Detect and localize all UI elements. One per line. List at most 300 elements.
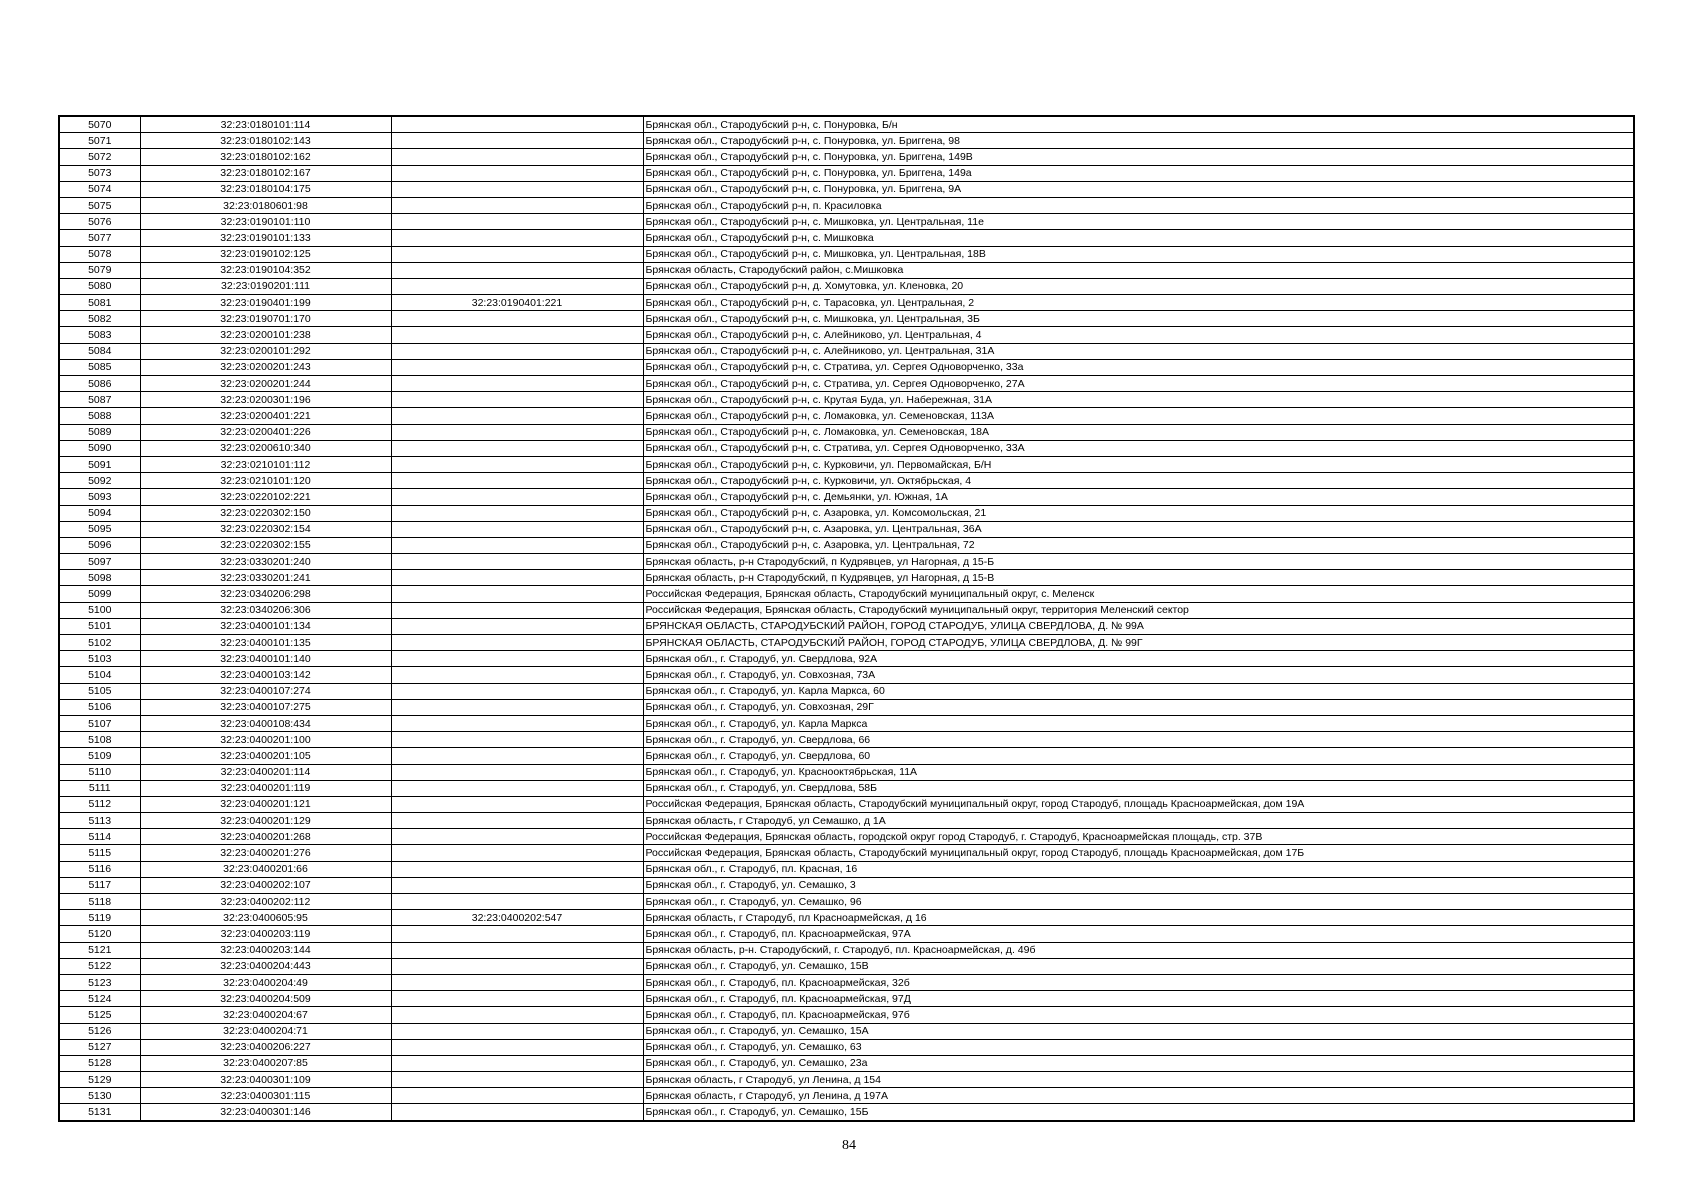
- cadastral-number-cell: 32:23:0400201:276: [140, 845, 391, 861]
- row-number-cell: 5115: [59, 845, 140, 861]
- address-cell: Брянская обл., Стародубский р-н, п. Красиловка: [643, 197, 1634, 213]
- row-number-cell: 5082: [59, 311, 140, 327]
- table-row: [59, 197, 1634, 213]
- related-cadastral-number-cell: [391, 586, 643, 602]
- cadastral-number-cell: 32:23:0220302:154: [140, 521, 391, 537]
- address-cell: Брянская обл., Стародубский р-н, с. Понуровка, ул. Бриггена, 98: [643, 133, 1634, 149]
- row-number-cell: 5078: [59, 246, 140, 262]
- related-cadastral-number-cell: [391, 991, 643, 1007]
- row-number-cell: 5102: [59, 635, 140, 651]
- table-row: [59, 813, 1634, 829]
- address-cell: Брянская обл., Стародубский р-н, с. Мишковка, ул. Центральная, 18В: [643, 246, 1634, 262]
- table-row: [59, 602, 1634, 618]
- related-cadastral-number-cell: [391, 537, 643, 553]
- address-cell: Брянская обл., Стародубский р-н, с. Ломаковка, ул. Семеновская, 113А: [643, 408, 1634, 424]
- related-cadastral-number-cell: [391, 1088, 643, 1104]
- row-number-cell: 5080: [59, 278, 140, 294]
- related-cadastral-number-cell: [391, 877, 643, 893]
- address-cell: БРЯНСКАЯ ОБЛАСТЬ, СТАРОДУБСКИЙ РАЙОН, ГОРОД СТАРОДУБ, УЛИЦА СВЕРДЛОВА, Д. № 99Г: [643, 635, 1634, 651]
- cadastral-number-cell: 32:23:0400207:85: [140, 1055, 391, 1071]
- table-row: [59, 910, 1634, 926]
- address-cell: Брянская обл., г. Стародуб, ул. Совхозная, 29Г: [643, 699, 1634, 715]
- row-number-cell: 5111: [59, 780, 140, 796]
- row-number-cell: 5116: [59, 861, 140, 877]
- related-cadastral-number-cell: [391, 262, 643, 278]
- cadastral-number-cell: 32:23:0400202:112: [140, 894, 391, 910]
- cadastral-number-cell: 32:23:0400203:119: [140, 926, 391, 942]
- table-row: [59, 133, 1634, 149]
- related-cadastral-number-cell: 32:23:0400202:547: [391, 910, 643, 926]
- row-number-cell: 5086: [59, 376, 140, 392]
- address-cell: Брянская обл., г. Стародуб, пл. Красноармейская, 97б: [643, 1007, 1634, 1023]
- address-cell: Брянская обл., г. Стародуб, ул. Карла Маркса, 60: [643, 683, 1634, 699]
- row-number-cell: 5093: [59, 489, 140, 505]
- related-cadastral-number-cell: [391, 651, 643, 667]
- related-cadastral-number-cell: [391, 197, 643, 213]
- cadastral-number-cell: 32:23:0400202:107: [140, 877, 391, 893]
- address-cell: Брянская обл., Стародубский р-н, с. Понуровка, ул. Бриггена, 9А: [643, 181, 1634, 197]
- cadastral-number-cell: 32:23:0400107:275: [140, 699, 391, 715]
- address-cell: Брянская обл., Стародубский р-н, с. Мишковка, ул. Центральная, 11е: [643, 214, 1634, 230]
- related-cadastral-number-cell: [391, 1023, 643, 1039]
- related-cadastral-number-cell: [391, 359, 643, 375]
- cadastral-number-cell: 32:23:0190701:170: [140, 311, 391, 327]
- address-cell: БРЯНСКАЯ ОБЛАСТЬ, СТАРОДУБСКИЙ РАЙОН, ГОРОД СТАРОДУБ, УЛИЦА СВЕРДЛОВА, Д. № 99А: [643, 618, 1634, 634]
- address-cell: Брянская обл., Стародубский р-н, с. Понуровка, Б/н: [643, 116, 1634, 133]
- cadastral-number-cell: 32:23:0220102:221: [140, 489, 391, 505]
- related-cadastral-number-cell: [391, 343, 643, 359]
- cadastral-number-cell: 32:23:0220302:155: [140, 537, 391, 553]
- address-cell: Российская Федерация, Брянская область, Стародубский муниципальный округ, территория Меленский сектор: [643, 602, 1634, 618]
- table-row: [59, 1039, 1634, 1055]
- address-cell: Брянская обл., г. Стародуб, ул. Краснооктябрьская, 11А: [643, 764, 1634, 780]
- row-number-cell: 5128: [59, 1055, 140, 1071]
- cadastral-number-cell: 32:23:0400201:66: [140, 861, 391, 877]
- address-cell: Российская Федерация, Брянская область, Стародубский муниципальный округ, город Стародуб, площадь Красноармейская, дом 19А: [643, 796, 1634, 812]
- cadastral-number-cell: 32:23:0190101:133: [140, 230, 391, 246]
- row-number-cell: 5108: [59, 732, 140, 748]
- table-row: [59, 570, 1634, 586]
- related-cadastral-number-cell: [391, 440, 643, 456]
- address-cell: Брянская область, Стародубский район, с.Мишковка: [643, 262, 1634, 278]
- cadastral-number-cell: 32:23:0400203:144: [140, 942, 391, 958]
- row-number-cell: 5073: [59, 165, 140, 181]
- table-row: [59, 327, 1634, 343]
- table-row: [59, 246, 1634, 262]
- cadastral-number-cell: 32:23:0200401:221: [140, 408, 391, 424]
- row-number-cell: 5076: [59, 214, 140, 230]
- related-cadastral-number-cell: [391, 278, 643, 294]
- table-row: [59, 505, 1634, 521]
- address-cell: Брянская область, р-н Стародубский, п Кудрявцев, ул Нагорная, д 15-В: [643, 570, 1634, 586]
- cadastral-number-cell: 32:23:0190104:352: [140, 262, 391, 278]
- table-row: [59, 424, 1634, 440]
- address-cell: Брянская обл., Стародубский р-н, с. Курковичи, ул. Первомайская, Б/Н: [643, 456, 1634, 472]
- related-cadastral-number-cell: [391, 618, 643, 634]
- table-row: [59, 683, 1634, 699]
- address-cell: Российская Федерация, Брянская область, Стародубский муниципальный округ, город Стародуб, площадь Красноармейская, дом 17Б: [643, 845, 1634, 861]
- cadastral-number-cell: 32:23:0190401:199: [140, 295, 391, 311]
- cadastral-number-cell: 32:23:0400101:135: [140, 635, 391, 651]
- table-row: [59, 311, 1634, 327]
- cadastral-number-cell: 32:23:0400201:129: [140, 813, 391, 829]
- address-cell: Брянская обл., г. Стародуб, ул. Семашко, 96: [643, 894, 1634, 910]
- row-number-cell: 5103: [59, 651, 140, 667]
- row-number-cell: 5119: [59, 910, 140, 926]
- table-row: [59, 521, 1634, 537]
- address-cell: Брянская обл., Стародубский р-н, с. Крутая Буда, ул. Набережная, 31А: [643, 392, 1634, 408]
- address-cell: Брянская область, г Стародуб, ул Семашко, д 1А: [643, 813, 1634, 829]
- row-number-cell: 5074: [59, 181, 140, 197]
- address-cell: Брянская обл., г. Стародуб, ул. Семашко, 3: [643, 877, 1634, 893]
- table-row: [59, 473, 1634, 489]
- row-number-cell: 5084: [59, 343, 140, 359]
- row-number-cell: 5113: [59, 813, 140, 829]
- address-cell: Брянская обл., Стародубский р-н, с. Стратива, ул. Сергея Одноворченко, 33А: [643, 440, 1634, 456]
- row-number-cell: 5129: [59, 1072, 140, 1088]
- table-row: [59, 877, 1634, 893]
- table-row: [59, 181, 1634, 197]
- cadastral-number-cell: 32:23:0180102:167: [140, 165, 391, 181]
- address-cell: Брянская обл., Стародубский р-н, с. Демьянки, ул. Южная, 1А: [643, 489, 1634, 505]
- row-number-cell: 5112: [59, 796, 140, 812]
- address-cell: Брянская обл., г. Стародуб, ул. Карла Маркса: [643, 715, 1634, 731]
- row-number-cell: 5085: [59, 359, 140, 375]
- table-row: [59, 343, 1634, 359]
- address-cell: Брянская обл., г. Стародуб, ул. Семашко, 15Б: [643, 1104, 1634, 1121]
- table-row: [59, 699, 1634, 715]
- cadastral-number-cell: 32:23:0400201:100: [140, 732, 391, 748]
- table-row: [59, 359, 1634, 375]
- address-cell: Брянская обл., Стародубский р-н, с. Алейниково, ул. Центральная, 4: [643, 327, 1634, 343]
- address-cell: Брянская область, р-н Стародубский, п Кудрявцев, ул Нагорная, д 15-Б: [643, 554, 1634, 570]
- table-row: [59, 554, 1634, 570]
- related-cadastral-number-cell: [391, 974, 643, 990]
- address-cell: Брянская обл., г. Стародуб, ул. Семашко, 15А: [643, 1023, 1634, 1039]
- table-row: [59, 230, 1634, 246]
- related-cadastral-number-cell: [391, 246, 643, 262]
- row-number-cell: 5098: [59, 570, 140, 586]
- row-number-cell: 5104: [59, 667, 140, 683]
- related-cadastral-number-cell: [391, 1039, 643, 1055]
- cadastral-number-cell: 32:23:0180104:175: [140, 181, 391, 197]
- table-row: [59, 116, 1634, 133]
- address-cell: Брянская обл., Стародубский р-н, с. Мишковка: [643, 230, 1634, 246]
- cadastral-number-cell: 32:23:0400204:67: [140, 1007, 391, 1023]
- table-row: [59, 764, 1634, 780]
- cadastral-number-cell: 32:23:0400201:114: [140, 764, 391, 780]
- row-number-cell: 5081: [59, 295, 140, 311]
- table-row: [59, 586, 1634, 602]
- address-cell: Брянская обл., г. Стародуб, пл. Красноармейская, 32б: [643, 974, 1634, 990]
- address-cell: Брянская область, г Стародуб, пл Красноармейская, д 16: [643, 910, 1634, 926]
- related-cadastral-number-cell: [391, 230, 643, 246]
- row-number-cell: 5125: [59, 1007, 140, 1023]
- related-cadastral-number-cell: [391, 732, 643, 748]
- table-row: [59, 392, 1634, 408]
- related-cadastral-number-cell: [391, 894, 643, 910]
- related-cadastral-number-cell: [391, 505, 643, 521]
- related-cadastral-number-cell: [391, 165, 643, 181]
- row-number-cell: 5090: [59, 440, 140, 456]
- cadastral-number-cell: 32:23:0180101:114: [140, 116, 391, 133]
- cadastral-number-cell: 32:23:0330201:241: [140, 570, 391, 586]
- row-number-cell: 5071: [59, 133, 140, 149]
- table-row: [59, 894, 1634, 910]
- table-row: [59, 861, 1634, 877]
- address-cell: Брянская обл., Стародубский р-н, с. Понуровка, ул. Бриггена, 149а: [643, 165, 1634, 181]
- address-cell: Брянская обл., Стародубский р-н, с. Понуровка, ул. Бриггена, 149В: [643, 149, 1634, 165]
- row-number-cell: 5089: [59, 424, 140, 440]
- cadastral-number-cell: 32:23:0210101:120: [140, 473, 391, 489]
- cadastral-number-cell: 32:23:0400201:121: [140, 796, 391, 812]
- table-row: [59, 635, 1634, 651]
- address-cell: Брянская обл., Стародубский р-н, с. Ломаковка, ул. Семеновская, 18А: [643, 424, 1634, 440]
- related-cadastral-number-cell: [391, 554, 643, 570]
- cadastral-number-cell: 32:23:0400204:71: [140, 1023, 391, 1039]
- row-number-cell: 5127: [59, 1039, 140, 1055]
- related-cadastral-number-cell: [391, 376, 643, 392]
- address-cell: Брянская обл., Стародубский р-н, д. Хомутовка, ул. Кленовка, 20: [643, 278, 1634, 294]
- related-cadastral-number-cell: [391, 813, 643, 829]
- cadastral-number-cell: 32:23:0400204:509: [140, 991, 391, 1007]
- address-cell: Брянская обл., Стародубский р-н, с. Алейниково, ул. Центральная, 31А: [643, 343, 1634, 359]
- row-number-cell: 5105: [59, 683, 140, 699]
- address-cell: Брянская обл., Стародубский р-н, с. Тарасовка, ул. Центральная, 2: [643, 295, 1634, 311]
- related-cadastral-number-cell: [391, 133, 643, 149]
- cadastral-number-cell: 32:23:0190201:111: [140, 278, 391, 294]
- table-row: [59, 651, 1634, 667]
- address-cell: Брянская обл., г. Стародуб, ул. Совхозная, 73А: [643, 667, 1634, 683]
- related-cadastral-number-cell: [391, 473, 643, 489]
- page-number: 84: [842, 1138, 856, 1153]
- table-row: [59, 262, 1634, 278]
- related-cadastral-number-cell: [391, 780, 643, 796]
- cadastral-number-cell: 32:23:0200201:243: [140, 359, 391, 375]
- cadastral-number-cell: 32:23:0340206:306: [140, 602, 391, 618]
- related-cadastral-number-cell: [391, 748, 643, 764]
- related-cadastral-number-cell: [391, 635, 643, 651]
- cadastral-number-cell: 32:23:0400101:134: [140, 618, 391, 634]
- cadastral-number-cell: 32:23:0400201:105: [140, 748, 391, 764]
- table-row: [59, 440, 1634, 456]
- cadastral-number-cell: 32:23:0190102:125: [140, 246, 391, 262]
- cadastral-number-cell: 32:23:0200101:238: [140, 327, 391, 343]
- row-number-cell: 5083: [59, 327, 140, 343]
- related-cadastral-number-cell: [391, 214, 643, 230]
- related-cadastral-number-cell: [391, 602, 643, 618]
- row-number-cell: 5117: [59, 877, 140, 893]
- related-cadastral-number-cell: [391, 327, 643, 343]
- cadastral-number-cell: 32:23:0400204:49: [140, 974, 391, 990]
- row-number-cell: 5097: [59, 554, 140, 570]
- table-row: [59, 845, 1634, 861]
- cadastral-number-cell: 32:23:0180102:143: [140, 133, 391, 149]
- row-number-cell: 5122: [59, 958, 140, 974]
- address-cell: Брянская обл., г. Стародуб, ул. Свердлова, 92А: [643, 651, 1634, 667]
- related-cadastral-number-cell: [391, 424, 643, 440]
- table-row: [59, 456, 1634, 472]
- row-number-cell: 5075: [59, 197, 140, 213]
- related-cadastral-number-cell: [391, 845, 643, 861]
- related-cadastral-number-cell: [391, 456, 643, 472]
- table-row: [59, 1007, 1634, 1023]
- table-row: [59, 537, 1634, 553]
- row-number-cell: 5100: [59, 602, 140, 618]
- table-row: [59, 214, 1634, 230]
- related-cadastral-number-cell: [391, 181, 643, 197]
- cadastral-number-cell: 32:23:0340206:298: [140, 586, 391, 602]
- row-number-cell: 5101: [59, 618, 140, 634]
- cadastral-number-cell: 32:23:0400201:268: [140, 829, 391, 845]
- table-row: [59, 408, 1634, 424]
- cadastral-number-cell: 32:23:0400605:95: [140, 910, 391, 926]
- row-number-cell: 5095: [59, 521, 140, 537]
- related-cadastral-number-cell: [391, 829, 643, 845]
- related-cadastral-number-cell: [391, 861, 643, 877]
- address-cell: Брянская обл., г. Стародуб, пл. Красная, 16: [643, 861, 1634, 877]
- related-cadastral-number-cell: [391, 570, 643, 586]
- address-cell: Российская Федерация, Брянская область, Стародубский муниципальный округ, с. Меленск: [643, 586, 1634, 602]
- related-cadastral-number-cell: [391, 699, 643, 715]
- address-cell: Брянская обл., Стародубский р-н, с. Курковичи, ул. Октябрьская, 4: [643, 473, 1634, 489]
- related-cadastral-number-cell: [391, 408, 643, 424]
- table-row: [59, 732, 1634, 748]
- related-cadastral-number-cell: [391, 521, 643, 537]
- related-cadastral-number-cell: [391, 1072, 643, 1088]
- registry-table-body: [59, 116, 1634, 1121]
- related-cadastral-number-cell: [391, 942, 643, 958]
- table-row: [59, 1104, 1634, 1121]
- cadastral-number-cell: 32:23:0210101:112: [140, 456, 391, 472]
- table-row: [59, 295, 1634, 311]
- address-cell: Брянская обл., г. Стародуб, пл. Красноармейская, 97А: [643, 926, 1634, 942]
- cadastral-number-cell: 32:23:0220302:150: [140, 505, 391, 521]
- cadastral-number-cell: 32:23:0180102:162: [140, 149, 391, 165]
- address-cell: Брянская область, г Стародуб, ул Ленина, д 197А: [643, 1088, 1634, 1104]
- row-number-cell: 5070: [59, 116, 140, 133]
- row-number-cell: 5130: [59, 1088, 140, 1104]
- address-cell: Брянская область, р-н. Стародубский, г. Стародуб, пл. Красноармейская, д. 49б: [643, 942, 1634, 958]
- row-number-cell: 5072: [59, 149, 140, 165]
- registry-table: [58, 115, 1635, 1122]
- table-row: [59, 829, 1634, 845]
- address-cell: Брянская обл., г. Стародуб, ул. Семашко, 63: [643, 1039, 1634, 1055]
- row-number-cell: 5094: [59, 505, 140, 521]
- address-cell: Брянская обл., г. Стародуб, ул. Семашко, 15В: [643, 958, 1634, 974]
- table-row: [59, 489, 1634, 505]
- address-cell: Брянская область, г Стародуб, ул Ленина, д 154: [643, 1072, 1634, 1088]
- cadastral-number-cell: 32:23:0400108:434: [140, 715, 391, 731]
- cadastral-number-cell: 32:23:0180601:98: [140, 197, 391, 213]
- related-cadastral-number-cell: [391, 796, 643, 812]
- related-cadastral-number-cell: [391, 926, 643, 942]
- address-cell: Брянская обл., г. Стародуб, ул. Свердлова, 66: [643, 732, 1634, 748]
- table-row: [59, 278, 1634, 294]
- table-row: [59, 1072, 1634, 1088]
- related-cadastral-number-cell: [391, 764, 643, 780]
- address-cell: Брянская обл., Стародубский р-н, с. Азаровка, ул. Центральная, 72: [643, 537, 1634, 553]
- cadastral-number-cell: 32:23:0400107:274: [140, 683, 391, 699]
- table-row: [59, 926, 1634, 942]
- related-cadastral-number-cell: [391, 667, 643, 683]
- table-row: [59, 748, 1634, 764]
- row-number-cell: 5120: [59, 926, 140, 942]
- row-number-cell: 5121: [59, 942, 140, 958]
- address-cell: Брянская обл., г. Стародуб, пл. Красноармейская, 97Д: [643, 991, 1634, 1007]
- row-number-cell: 5110: [59, 764, 140, 780]
- cadastral-number-cell: 32:23:0400301:115: [140, 1088, 391, 1104]
- row-number-cell: 5077: [59, 230, 140, 246]
- row-number-cell: 5109: [59, 748, 140, 764]
- cadastral-number-cell: 32:23:0200401:226: [140, 424, 391, 440]
- cadastral-number-cell: 32:23:0200301:196: [140, 392, 391, 408]
- cadastral-number-cell: 32:23:0200201:244: [140, 376, 391, 392]
- related-cadastral-number-cell: [391, 683, 643, 699]
- table-row: [59, 667, 1634, 683]
- row-number-cell: 5091: [59, 456, 140, 472]
- table-row: [59, 618, 1634, 634]
- table-row: [59, 1088, 1634, 1104]
- table-row: [59, 974, 1634, 990]
- table-row: [59, 780, 1634, 796]
- table-row: [59, 149, 1634, 165]
- table-row: [59, 942, 1634, 958]
- row-number-cell: 5087: [59, 392, 140, 408]
- related-cadastral-number-cell: [391, 311, 643, 327]
- address-cell: Брянская обл., г. Стародуб, ул. Свердлова, 60: [643, 748, 1634, 764]
- row-number-cell: 5118: [59, 894, 140, 910]
- row-number-cell: 5114: [59, 829, 140, 845]
- related-cadastral-number-cell: 32:23:0190401:221: [391, 295, 643, 311]
- row-number-cell: 5107: [59, 715, 140, 731]
- cadastral-number-cell: 32:23:0400101:140: [140, 651, 391, 667]
- row-number-cell: 5124: [59, 991, 140, 1007]
- address-cell: Брянская обл., Стародубский р-н, с. Азаровка, ул. Центральная, 36А: [643, 521, 1634, 537]
- related-cadastral-number-cell: [391, 489, 643, 505]
- address-cell: Брянская обл., Стародубский р-н, с. Азаровка, ул. Комсомольская, 21: [643, 505, 1634, 521]
- related-cadastral-number-cell: [391, 116, 643, 133]
- cadastral-number-cell: 32:23:0400206:227: [140, 1039, 391, 1055]
- address-cell: Брянская обл., г. Стародуб, ул. Свердлова, 58Б: [643, 780, 1634, 796]
- table-row: [59, 1055, 1634, 1071]
- cadastral-number-cell: 32:23:0400301:109: [140, 1072, 391, 1088]
- related-cadastral-number-cell: [391, 149, 643, 165]
- cadastral-number-cell: 32:23:0330201:240: [140, 554, 391, 570]
- table-row: [59, 1023, 1634, 1039]
- table-row: [59, 715, 1634, 731]
- address-cell: Брянская обл., г. Стародуб, ул. Семашко, 23а: [643, 1055, 1634, 1071]
- related-cadastral-number-cell: [391, 392, 643, 408]
- cadastral-number-cell: 32:23:0200101:292: [140, 343, 391, 359]
- table-row: [59, 958, 1634, 974]
- row-number-cell: 5099: [59, 586, 140, 602]
- table-row: [59, 376, 1634, 392]
- address-cell: Брянская обл., Стародубский р-н, с. Мишковка, ул. Центральная, 3Б: [643, 311, 1634, 327]
- related-cadastral-number-cell: [391, 958, 643, 974]
- table-row: [59, 796, 1634, 812]
- address-cell: Брянская обл., Стародубский р-н, с. Стратива, ул. Сергея Одноворченко, 33а: [643, 359, 1634, 375]
- related-cadastral-number-cell: [391, 1055, 643, 1071]
- row-number-cell: 5131: [59, 1104, 140, 1121]
- cadastral-number-cell: 32:23:0400201:119: [140, 780, 391, 796]
- table-row: [59, 165, 1634, 181]
- row-number-cell: 5106: [59, 699, 140, 715]
- cadastral-number-cell: 32:23:0400301:146: [140, 1104, 391, 1121]
- cadastral-number-cell: 32:23:0400103:142: [140, 667, 391, 683]
- cadastral-number-cell: 32:23:0200610:340: [140, 440, 391, 456]
- row-number-cell: 5079: [59, 262, 140, 278]
